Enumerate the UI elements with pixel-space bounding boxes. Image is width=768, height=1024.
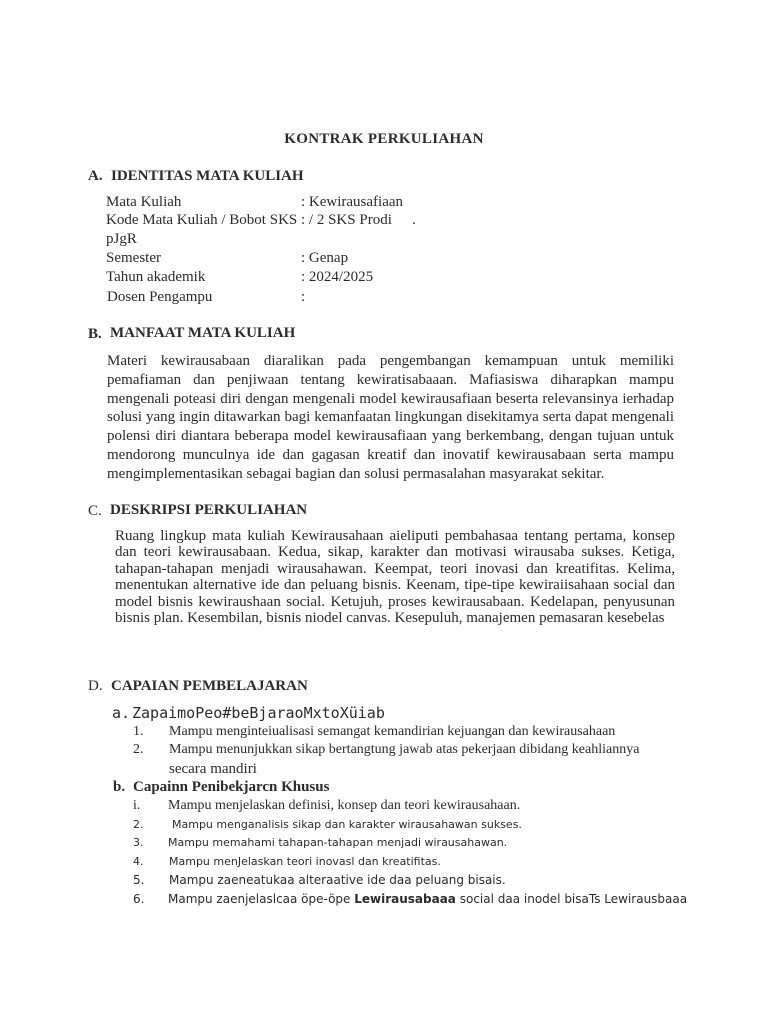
row-value-semester: : Genap [301, 250, 349, 266]
list-number: 2. [133, 742, 144, 757]
document-title: KONTRAK PERKULIAHAN [284, 131, 484, 147]
list-number: 6. [133, 892, 145, 906]
section-b-heading: MANFAAT MATA KULIAH [110, 325, 296, 341]
section-c-paragraph: Ruang lingkup mata kuliah Kewirausahaan aieliputi pembahasaa tentang pertama, konsep dan teori kewirausabaan. Kedua, sikap, karakter dan motivasi wirausaba sukses. Ketiga, tahapan-tahapan menjadi wirausahawan. Keempat, teori inovasi dan kreatifitas. Kelima, menentukan alternative ide dan peluang bisnis. Keenam, tipe-tipe kewiraiisahaan social dan model bisnis kewiraushaan social. Ketujuh, proses kewirausabaan. Kedelapan, penyusunan bisnis plan. Kesembilan, bisnis niodel canvas. Kesepuluh, manajemen pemasaran kesebelas [115, 528, 675, 627]
list-number: 2. [133, 818, 144, 831]
row-label-mata-kuliah: Mata Kuliah [106, 194, 182, 210]
row-value-kode: : / 2 SKS Prodi [301, 212, 392, 228]
subsection-a-title: ZapaimoPeo#beBjaraoMxtoXüiab [132, 704, 385, 722]
row-value-dosen: : [301, 289, 306, 305]
subsection-b-title: Capainn Penibekjarcn Khusus [133, 779, 330, 795]
subsection-b-label: b. [113, 779, 126, 795]
section-c-heading: DESKRIPSI PERKULIAHAN [110, 502, 308, 518]
section-d-heading: CAPAIAN PEMBELAJARAN [111, 678, 308, 694]
list-item: Mampu menJelaskan teori inovasl dan kreatifitas. [169, 855, 441, 868]
section-b-letter: B. [88, 326, 102, 342]
row-label-dosen: Dosen Pengampu [107, 289, 213, 305]
list-item-text-pre: Mampu zaenjelaslcaa öpe-öpe [168, 892, 355, 906]
section-a-heading: IDENTITAS MATA KULIAH [111, 168, 304, 184]
section-c-letter: C. [88, 503, 102, 519]
list-item-continuation: secara mandiri [169, 761, 257, 777]
list-item: Mampu menganalisis sikap dan karakter wirausahawan sukses. [172, 818, 522, 831]
row-extra-kode: . [412, 212, 416, 228]
subsection-a-label: a. [112, 704, 131, 722]
section-d-letter: D. [88, 678, 103, 694]
list-item: Mampu menginteiualisasi semangat kemandirian kejuangan dan kewirausahaan [169, 724, 616, 739]
list-item: Mampu memahami tahapan-tahapan menjadi wirausahawan. [168, 836, 508, 849]
list-item [168, 892, 687, 906]
list-item: Mampu menunjukkan sikap bertangtung jawab atas pekerjaan dibidang keahliannya [169, 742, 640, 757]
row-label-prodi: pJgR [106, 231, 137, 247]
list-item: Mampu zaeneatukaa alteraative ide daa peluang bisais. [169, 873, 506, 887]
row-label-tahun: Tahun akademik [106, 269, 206, 285]
list-item-text-post: social daa inodel bisaTs Lewirausbaaa [455, 892, 688, 906]
list-number: 1. [133, 724, 144, 739]
row-value-mata-kuliah: : Kewirausafiaan [301, 194, 404, 210]
list-number: 4. [133, 855, 144, 868]
section-a-letter: A. [88, 168, 103, 184]
row-value-tahun: : 2024/2025 [301, 269, 374, 285]
list-item: Mampu menjelaskan definisi, konsep dan teori kewirausahaan. [168, 798, 521, 813]
list-number: 5. [133, 873, 145, 887]
row-label-semester: Semester [106, 250, 161, 266]
list-number: i. [133, 798, 141, 813]
list-item-text-bold: Lewirausabaaa [354, 892, 456, 906]
row-label-kode: Kode Mata Kuliah / Bobot SKS [106, 212, 298, 228]
list-number: 3. [133, 836, 144, 849]
section-b-paragraph: Materi kewirausabaan diaralikan pada pengembangan kemampuan untuk memiliki pemafiaman dan penjiwaan tentang kewiratisabaaan. Mafiasiswa diharapkan mampu mengenali poteasi diri dengan mengenali model kewirausafiaan beserta relevansinya ierhadap solusi yang ingin ditawarkan bagi kemanfaatan lingkungan disekitamya serta dapat mengenali polensi diri diantara beberapa model kewirausafiaan yang berkembang, dengan tujuan untuk mendorong munculnya ide dan gagasan kreatif dan inovatif kewirausabaan serta mampu mengimplementasikan sebagai bagian dan solusi permasalahan masyarakat sekitar. [107, 353, 674, 482]
